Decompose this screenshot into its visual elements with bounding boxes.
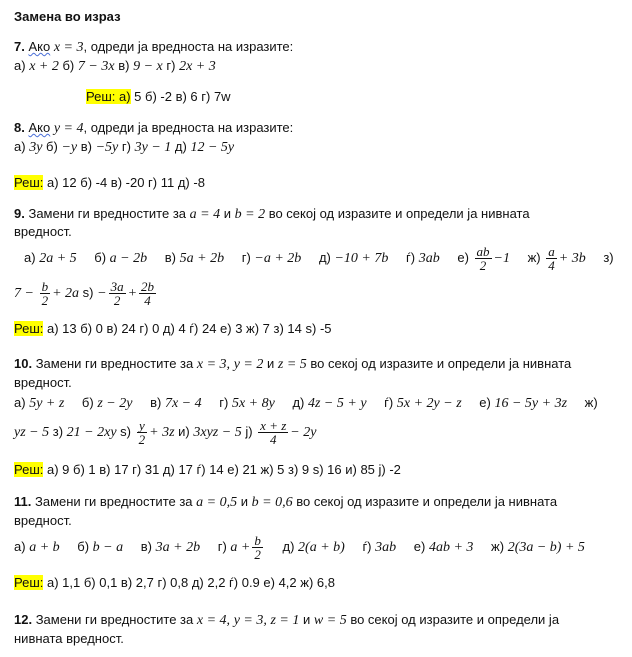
statement-text: , одреди ја вредноста на изразите: xyxy=(83,39,294,54)
label: з) xyxy=(603,250,614,265)
solution-text: 5 б) -2 в) 6 г) 7w xyxy=(134,89,231,104)
label: г) xyxy=(241,250,251,265)
problem-8-solution xyxy=(14,174,205,192)
label: в) xyxy=(118,58,130,73)
label: в) xyxy=(150,395,162,410)
label: е) xyxy=(479,395,491,410)
label: д) xyxy=(318,250,331,265)
problem-10-items xyxy=(14,394,598,413)
expr: 3y − 1 xyxy=(134,140,172,155)
problem-number: 7. xyxy=(14,39,25,54)
fraction xyxy=(137,419,148,446)
label: ѕ) xyxy=(82,285,94,300)
problem-8-items xyxy=(14,138,234,157)
denominator: 2 xyxy=(41,293,49,309)
label: б) xyxy=(46,139,58,154)
page-title: Замена во израз xyxy=(14,9,121,24)
expr: −5y xyxy=(95,140,119,155)
problem-11-solution xyxy=(14,574,335,592)
expr: 7 − 3x xyxy=(77,59,115,74)
expr: −y xyxy=(61,140,78,155)
numerator: 2b xyxy=(141,279,155,295)
problem-10-items-cont xyxy=(14,418,316,447)
condition: a = 0,5 xyxy=(196,495,238,510)
problem-11-items xyxy=(14,532,585,563)
problem-number: 10. xyxy=(14,356,33,371)
statement-text: и xyxy=(266,356,275,371)
statement-text: и xyxy=(240,494,249,509)
problem-12-statement xyxy=(14,611,559,630)
label: б) xyxy=(77,539,90,554)
label: б) xyxy=(62,58,75,73)
statement-text: Замени ги вредностите за xyxy=(35,612,194,627)
fraction xyxy=(258,419,288,446)
expr: −1 xyxy=(493,251,510,266)
denominator: 4 xyxy=(144,293,151,309)
expr: −10 + 7b xyxy=(334,251,389,266)
problem-number: 8. xyxy=(14,120,25,135)
numerator: x + z xyxy=(260,418,287,434)
label: г) xyxy=(217,539,227,554)
expr: − xyxy=(97,286,107,301)
denominator: 4 xyxy=(548,258,555,274)
label: ж) xyxy=(491,539,505,554)
label: з) xyxy=(52,424,64,439)
problem-11-statement xyxy=(14,493,557,512)
fraction xyxy=(109,280,126,307)
expr: a + b xyxy=(29,540,60,555)
expr: 16 − 5y + 3z xyxy=(494,396,568,411)
problem-9-items xyxy=(24,244,614,273)
fraction xyxy=(40,280,51,307)
expr: + xyxy=(127,286,138,301)
label: а) xyxy=(24,250,36,265)
problem-9-items-cont xyxy=(14,278,158,309)
statement-text: Замени ги вредностите за xyxy=(35,356,194,371)
numerator: b xyxy=(254,533,261,549)
label: а) xyxy=(14,395,26,410)
condition: z = 5 xyxy=(277,357,307,372)
label: д) xyxy=(174,139,187,154)
problem-number: 12. xyxy=(14,612,33,627)
label: д) xyxy=(292,395,305,410)
statement-text: и xyxy=(223,206,231,221)
denominator: 2 xyxy=(254,547,261,563)
label: ж) xyxy=(527,250,541,265)
fraction xyxy=(475,245,492,272)
condition: x = 3, xyxy=(196,357,231,372)
label: и) xyxy=(178,424,190,439)
solution-text: а) 12 б) -4 в) -20 г) 11 д) -8 xyxy=(47,175,205,190)
expr: b − a xyxy=(92,540,124,555)
label: ѕ) xyxy=(120,424,131,439)
label: в) xyxy=(164,250,176,265)
solution-label: Реш: xyxy=(14,175,44,190)
problem-7-items xyxy=(14,57,216,76)
condition: x = 4, xyxy=(196,613,231,628)
expr: 5a + 2b xyxy=(179,251,225,266)
numerator: b xyxy=(41,279,49,295)
numerator: ab xyxy=(476,244,490,260)
label: е) xyxy=(413,539,426,554)
problem-7-statement xyxy=(14,38,293,57)
statement-text: Замени ги вредностите за xyxy=(28,206,187,221)
expr: + 3b xyxy=(558,251,586,266)
problem-12-statement-cont: нивната вредност. xyxy=(14,631,124,646)
label: ј) xyxy=(245,424,253,439)
problem-10-statement-cont: вредност. xyxy=(14,375,72,390)
problem-9-statement xyxy=(14,205,530,224)
expr: + 3z xyxy=(149,425,175,440)
solution-label: Реш: xyxy=(14,462,44,477)
problem-number: 11. xyxy=(14,494,32,509)
condition: b = 2 xyxy=(234,207,266,222)
expr: 3y xyxy=(29,140,43,155)
expr: 7 − xyxy=(14,286,34,301)
denominator: 4 xyxy=(269,432,277,448)
fraction xyxy=(252,534,263,561)
problem-7-solution xyxy=(86,88,231,106)
expr: 3xyz − 5 xyxy=(193,425,242,440)
expr: yz − 5 xyxy=(14,425,50,440)
label: г) xyxy=(219,395,229,410)
label: д) xyxy=(282,539,295,554)
label: а) xyxy=(14,539,26,554)
solution-text: а) 13 б) 0 в) 24 г) 0 д) 4 ѓ) 24 е) 3 ж) 7 з) 14 ѕ) -5 xyxy=(47,321,332,336)
expr: 12 − 5y xyxy=(190,140,235,155)
condition: w = 5 xyxy=(313,613,347,628)
solution-label: Реш: а) xyxy=(86,89,131,104)
condition: y = 4 xyxy=(53,121,84,136)
numerator: 3a xyxy=(110,279,124,295)
denominator: 2 xyxy=(113,293,121,309)
label: ѓ) xyxy=(362,539,372,554)
expr: 4ab + 3 xyxy=(428,540,474,555)
solution-text: а) 1,1 б) 0,1 в) 2,7 г) 0,8 д) 2,2 ѓ) 0.9 е) 4,2 ж) 6,8 xyxy=(47,575,335,590)
expr: 21 − 2xy xyxy=(66,425,117,440)
expr: 3ab xyxy=(375,540,397,555)
problem-9-statement-cont: вредност. xyxy=(14,224,72,239)
label: ж) xyxy=(584,395,598,410)
label: б) xyxy=(94,250,107,265)
expr: z − 2y xyxy=(97,396,133,411)
denominator: 2 xyxy=(138,432,146,448)
condition: x = 3 xyxy=(53,40,84,55)
expr: 5x + 8y xyxy=(231,396,275,411)
label: ѓ) xyxy=(406,250,416,265)
numerator: a xyxy=(548,244,555,260)
problem-10-statement xyxy=(14,355,571,374)
label: а) xyxy=(14,58,26,73)
label: а) xyxy=(14,139,26,154)
statement-text: Замени ги вредностите за xyxy=(34,494,193,509)
problem-10-solution xyxy=(14,461,401,479)
expr: a − 2b xyxy=(109,251,148,266)
fraction xyxy=(139,280,156,307)
label: б) xyxy=(81,395,94,410)
expr: x + 2 xyxy=(29,59,59,74)
expr: −a + 2b xyxy=(254,251,302,266)
condition: z = 1 xyxy=(270,613,300,628)
denominator: 2 xyxy=(479,258,487,274)
statement-text: во секој од изразите и определи ја нивната xyxy=(310,356,572,371)
expr: − 2y xyxy=(290,425,317,440)
solution-text: а) 9 б) 1 в) 17 г) 31 д) 17 ѓ) 14 е) 21 ж) 5 з) 9 ѕ) 16 и) 85 ј) -2 xyxy=(47,462,401,477)
problem-11-statement-cont: вредност. xyxy=(14,513,72,528)
label: в) xyxy=(140,539,152,554)
expr: 5x + 2y − z xyxy=(396,396,462,411)
statement-text: , одреди ја вредноста на изразите: xyxy=(83,120,294,135)
problem-8-statement xyxy=(14,119,293,138)
statement-text: во секој од изразите и определи ја нивната xyxy=(268,206,530,221)
expr: 2a + 5 xyxy=(39,251,77,266)
label: г) xyxy=(166,58,176,73)
condition: y = 2 xyxy=(233,357,264,372)
statement-text: во секој од изразите и определи ја нивната xyxy=(296,494,558,509)
condition: a = 4 xyxy=(189,207,221,222)
condition: y = 3, xyxy=(233,613,267,628)
numerator: y xyxy=(138,418,145,434)
expr: 9 − x xyxy=(133,59,163,74)
expr: 2(3a − b) + 5 xyxy=(507,540,585,555)
solution-label: Реш: xyxy=(14,321,44,336)
expr: 4z − 5 + y xyxy=(307,396,367,411)
label: ѓ) xyxy=(384,395,394,410)
expr: 3ab xyxy=(418,251,440,266)
expr: 2(a + b) xyxy=(298,540,345,555)
problem-9-solution xyxy=(14,320,332,338)
label: е) xyxy=(457,250,469,265)
expr: + 2a xyxy=(52,286,80,301)
label: г) xyxy=(121,139,131,154)
statement-text: во секој од изразите и определи ја xyxy=(350,612,560,627)
expr: 2x + 3 xyxy=(179,59,216,74)
expr: 3a + 2b xyxy=(155,540,201,555)
word-ako: Ако xyxy=(28,120,51,135)
condition: b = 0,6 xyxy=(251,495,293,510)
expr: 7x − 4 xyxy=(164,396,202,411)
problem-number: 9. xyxy=(14,206,25,221)
statement-text: и xyxy=(303,612,311,627)
fraction xyxy=(546,245,557,272)
expr: a + xyxy=(230,540,251,555)
expr: 5y + z xyxy=(29,396,65,411)
solution-label: Реш: xyxy=(14,575,44,590)
label: в) xyxy=(80,139,92,154)
word-ako: Ако xyxy=(28,39,51,54)
